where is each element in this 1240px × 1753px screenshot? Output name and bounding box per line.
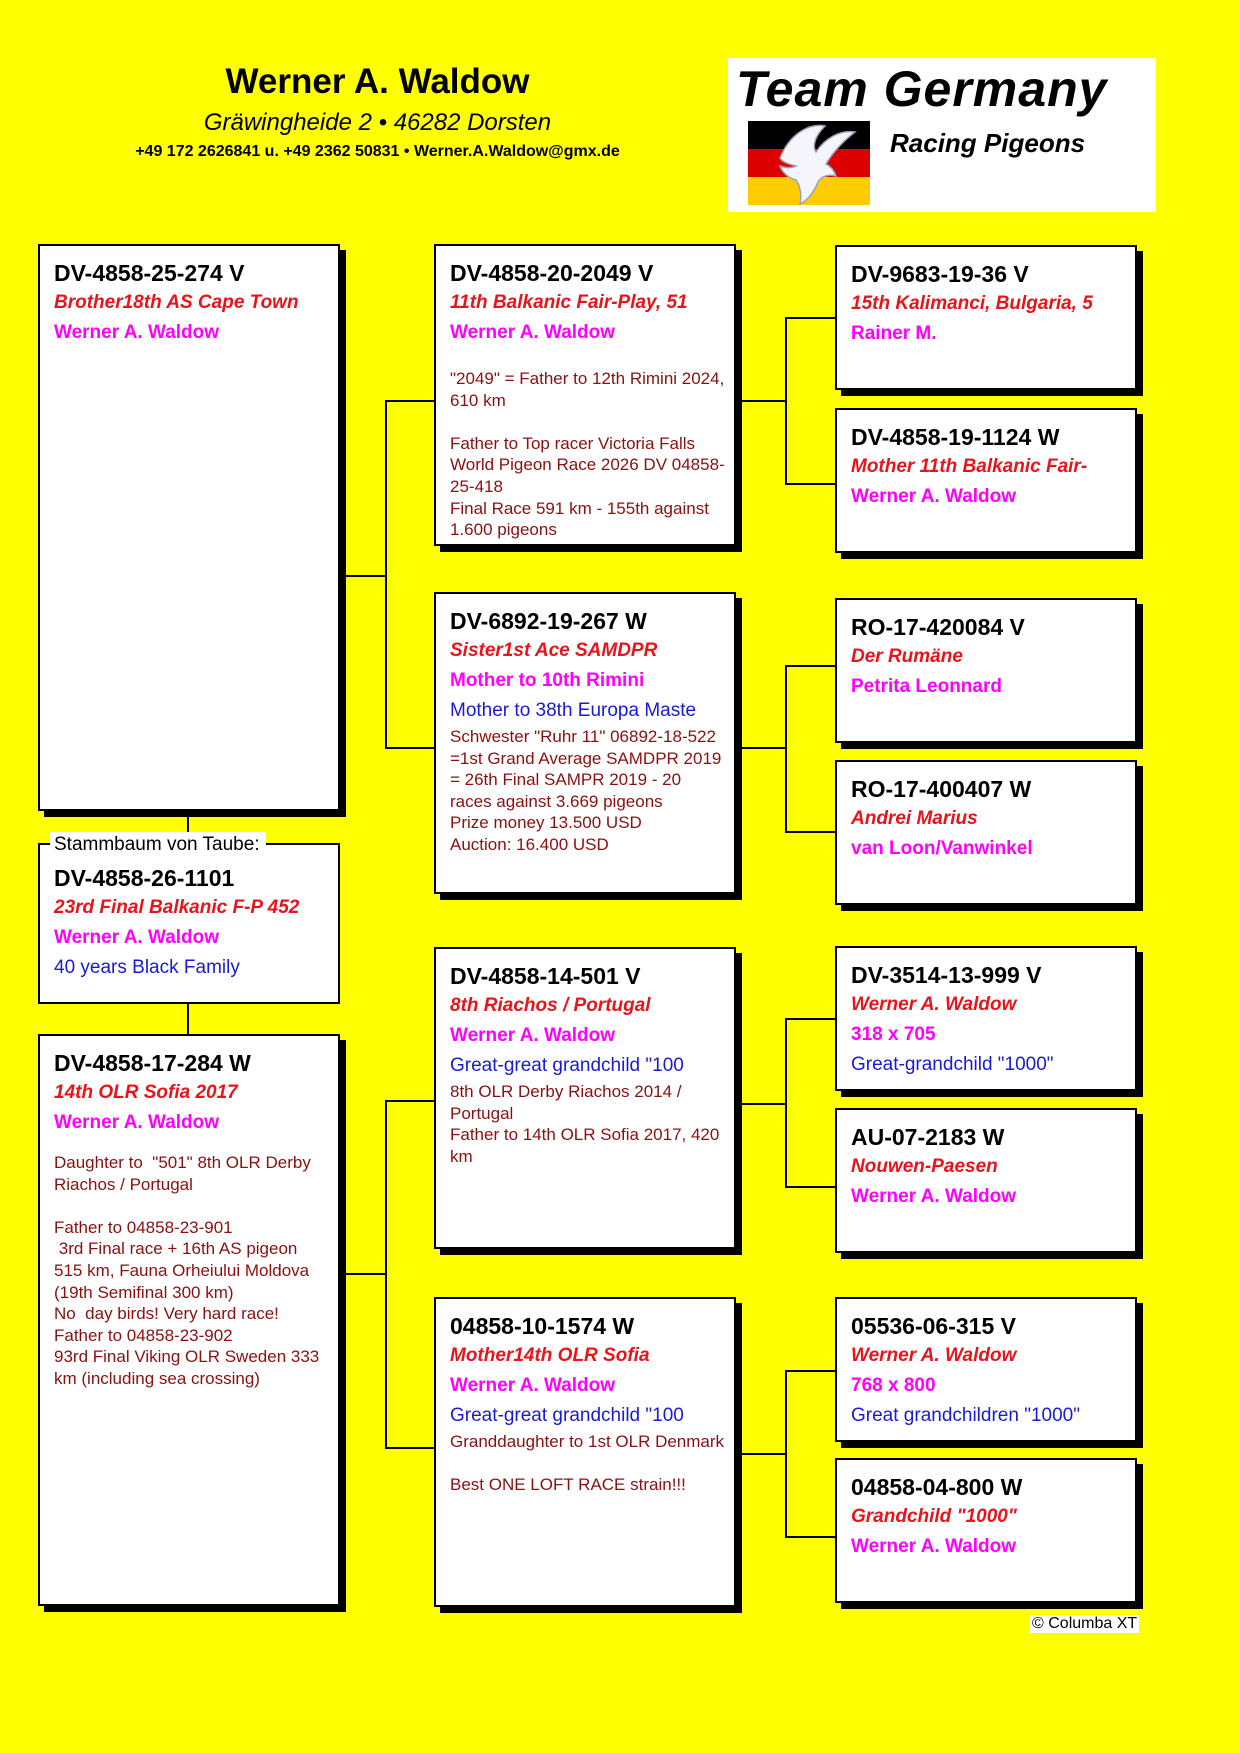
owner: Werner A. Waldow — [851, 1186, 1017, 1207]
ring-number: 04858-04-800 W — [851, 1474, 1023, 1500]
result: Sister1st Ace SAMDPR — [450, 640, 658, 661]
pedigree-label: Stammbaum von Taube: — [50, 832, 266, 858]
ring-number: DV-4858-25-274 V — [54, 260, 245, 286]
ring-number: DV-4858-17-284 W — [54, 1050, 251, 1076]
logo-subtitle: Racing Pigeons — [890, 128, 1086, 158]
result: Der Rumäne — [851, 646, 963, 667]
notes: Granddaughter to 1st OLR Denmark Best ONE LOFT RACE strain!!! — [450, 1432, 725, 1495]
result: Werner A. Waldow — [851, 994, 1017, 1015]
ring-number: DV-4858-26-1101 — [54, 865, 235, 891]
owner: 768 x 800 — [851, 1375, 936, 1396]
mother-father-box — [434, 947, 736, 1249]
mm-father-box — [835, 1297, 1137, 1442]
mother-mother-box — [434, 1297, 736, 1607]
result: 15th Kalimanci, Bulgaria, 5 — [851, 293, 1093, 314]
notes: 8th OLR Derby Riachos 2014 / Portugal Father to 14th OLR Sofia 2017, 420 km — [450, 1082, 720, 1166]
mm-mother-box — [835, 1458, 1137, 1603]
result: Grandchild "1000" — [851, 1506, 1017, 1527]
result: 23rd Final Balkanic F-P 452 — [54, 897, 300, 918]
owner: Werner A. Waldow — [54, 1112, 220, 1133]
ring-number: DV-4858-19-1124 W — [851, 424, 1060, 450]
owner: Mother to 10th Rimini — [450, 670, 645, 691]
owner: van Loon/Vanwinkel — [851, 838, 1033, 859]
owner: Petrita Leonnard — [851, 676, 1002, 697]
subject-note: 40 years Black Family — [54, 957, 240, 978]
ring-number: DV-4858-14-501 V — [450, 963, 641, 989]
fm-father-box — [835, 598, 1137, 743]
result: 11th Balkanic Fair-Play, 51 — [450, 292, 688, 313]
subject-box — [38, 843, 340, 1004]
ring-number: DV-4858-20-2049 V — [450, 260, 654, 286]
ring-number: DV-6892-19-267 W — [450, 608, 647, 634]
owner: Werner A. Waldow — [450, 322, 616, 343]
result: 8th Riachos / Portugal — [450, 995, 651, 1016]
owner: Werner A. Waldow — [851, 1536, 1017, 1557]
result: Mother 11th Balkanic Fair- — [851, 456, 1088, 477]
father-father-box — [434, 244, 736, 546]
team-logo — [728, 58, 1156, 212]
blue-note: Great grandchildren "1000" — [851, 1405, 1080, 1426]
result: 14th OLR Sofia 2017 — [54, 1082, 238, 1103]
owner: Werner A. Waldow — [450, 1375, 616, 1396]
notes: "2049" = Father to 12th Rimini 2024, 610 km Father to Top racer Victoria Falls World Pigeon Race 2026 DV 04858-25-418 Final Race 591 km - 155th against 1.600 pigeons — [450, 369, 725, 540]
breeder-name: Werner A. Waldow — [225, 62, 530, 101]
ring-number: 05536-06-315 V — [851, 1313, 1016, 1339]
father-mother-box — [434, 592, 736, 894]
fm-mother-box — [835, 760, 1137, 905]
ring-number: AU-07-2183 W — [851, 1124, 1005, 1150]
breeder-contact: +49 172 2626841 u. +49 2362 50831 • Werner.A.Waldow@gmx.de — [135, 143, 620, 160]
breeder-address: Gräwingheide 2 • 46282 Dorsten — [203, 109, 552, 136]
result: Brother18th AS Cape Town — [54, 292, 299, 313]
mother-box — [38, 1034, 340, 1606]
mf-mother-box — [835, 1108, 1137, 1253]
result: Nouwen-Paesen — [851, 1156, 998, 1177]
ring-number: 04858-10-1574 W — [450, 1313, 635, 1339]
ring-number: DV-9683-19-36 V — [851, 261, 1029, 287]
result: Andrei Marius — [851, 808, 978, 829]
owner: Werner A. Waldow — [450, 1025, 616, 1046]
ff-father-box — [835, 245, 1137, 390]
owner: 318 x 705 — [851, 1024, 936, 1045]
ring-number: RO-17-400407 W — [851, 776, 1032, 802]
owner: Rainer M. — [851, 323, 937, 344]
mf-father-box — [835, 946, 1137, 1091]
result: Werner A. Waldow — [851, 1345, 1017, 1366]
owner: Werner A. Waldow — [54, 927, 220, 948]
copyright: © Columba XT — [1032, 1615, 1138, 1632]
blue-note: Great-grandchild "1000" — [851, 1054, 1054, 1075]
owner: Werner A. Waldow — [851, 486, 1017, 507]
blue-note: Great-great grandchild "100 — [450, 1055, 684, 1076]
owner: Werner A. Waldow — [54, 322, 220, 343]
logo-title: Team Germany — [736, 61, 1108, 117]
father-box — [38, 244, 340, 811]
result: Mother14th OLR Sofia — [450, 1345, 650, 1366]
ring-number: RO-17-420084 V — [851, 614, 1025, 640]
blue-note: Great-great grandchild "100 — [450, 1405, 684, 1426]
dove-icon — [770, 118, 860, 206]
blue-note: Mother to 38th Europa Maste — [450, 700, 697, 721]
ring-number: DV-3514-13-999 V — [851, 962, 1042, 988]
notes: Daughter to "501" 8th OLR Derby Riachos / Portugal Father to 04858-23-901 3rd Final race + 16th AS pigeon 515 km, Fauna Orheiului Moldova (19th Semifinal 300 km) No day birds! Very hard race! Father to 04858-23-902 93rd Final Viking OLR Sweden 333 km (including sea crossing) — [54, 1153, 320, 1388]
ff-mother-box — [835, 408, 1137, 553]
notes: Schwester "Ruhr 11" 06892-18-522 =1st Grand Average SAMDPR 2019 = 26th Final SAMPR 2019 - 20 races against 3.669 pigeons Prize money 13.500 USD Auction: 16.400 USD — [450, 727, 722, 854]
